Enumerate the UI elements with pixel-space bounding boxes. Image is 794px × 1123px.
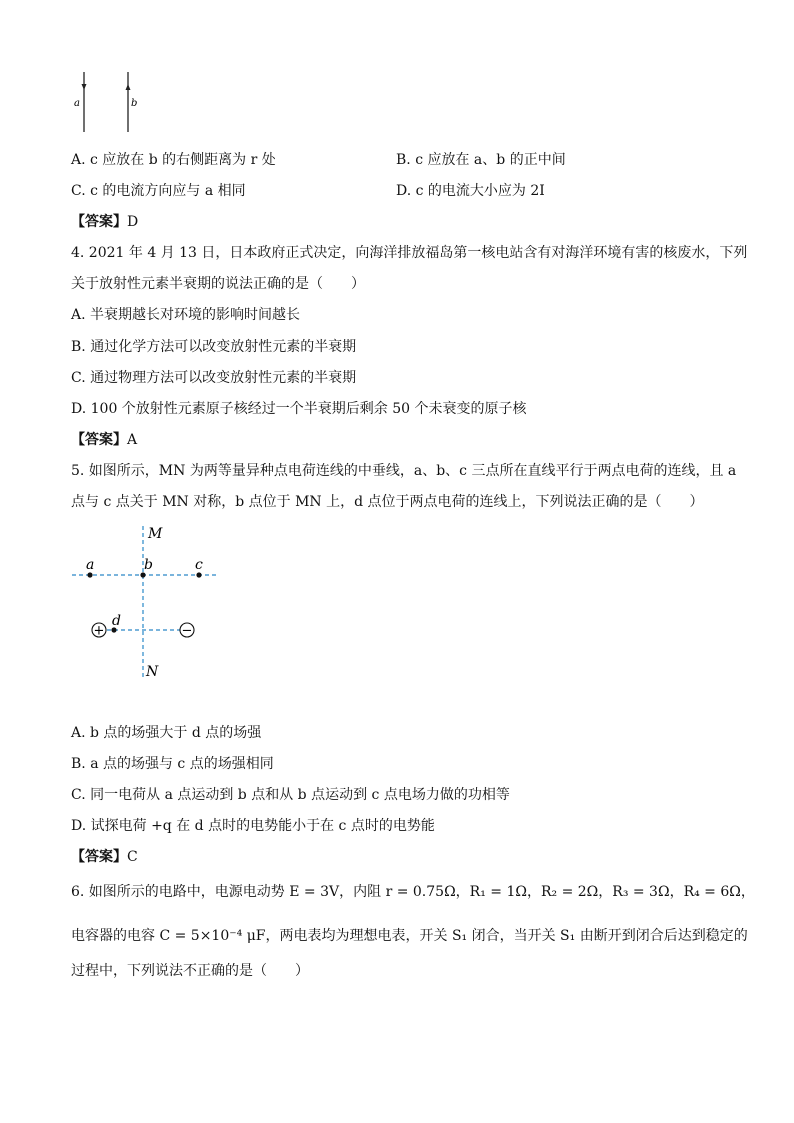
q5-stem-line1: 5. 如图所示，MN 为两等量异种点电荷连线的中垂线，a、b、c 三点所在直线平行于两点电荷的连线，且 a <box>71 463 737 479</box>
q6-stem-line2: 电容器的电容 C = 5×10⁻⁴ μF，两电表均为理想电表，开关 S₁ 闭合，当开关 S₁ 由断开到闭合后达到稳定的 <box>71 928 748 944</box>
label-b: b <box>144 557 153 573</box>
q3-option-c: C. c 的电流方向应与 a 相同 <box>71 183 246 199</box>
q4-stem-line2: 关于放射性元素半衰期的说法正确的是（ ） <box>71 276 365 292</box>
label-a: a <box>86 557 95 573</box>
answer-value: C <box>127 849 138 865</box>
wire-b-arrow <box>126 84 131 90</box>
q4-option-c: C. 通过物理方法可以改变放射性元素的半衰期 <box>71 370 357 386</box>
label-c: c <box>195 557 203 573</box>
q3-answer <box>71 212 138 232</box>
q3-option-d: D. c 的电流大小应为 2I <box>396 183 545 199</box>
q4-answer <box>71 430 137 450</box>
q5-option-b: B. a 点的场强与 c 点的场强相同 <box>71 756 274 772</box>
q5-option-c: C. 同一电荷从 a 点运动到 b 点和从 b 点运动到 c 点电场力做的功相等 <box>71 787 510 803</box>
point-b <box>140 572 145 577</box>
q6-stem-line1: 6. 如图所示的电路中，电源电动势 E = 3V，内阻 r = 0.75Ω，R₁ = 1Ω，R₂ = 2Ω，R₃ = 3Ω，R₄ = 6Ω， <box>71 884 755 900</box>
q4-option-a: A. 半衰期越长对环境的影响时间越长 <box>71 307 301 323</box>
q3-option-a: A. c 应放在 b 的右侧距离为 r 处 <box>71 152 276 168</box>
q5-option-d: D. 试探电荷 +q 在 d 点时的电势能小于在 c 点时的电势能 <box>71 818 435 834</box>
wire-b-label: b <box>131 98 138 109</box>
figure-parallel-wires <box>70 68 150 136</box>
wire-a-label: a <box>74 98 80 109</box>
answer-value: D <box>127 214 139 230</box>
q4-stem-line1: 4. 2021 年 4 月 13 日，日本政府正式决定，向海洋排放福岛第一核电站含有对海洋环境有害的核废水，下列 <box>71 245 748 261</box>
answer-label: 【答案】 <box>71 214 127 230</box>
label-M: M <box>148 526 163 542</box>
figure-point-charges <box>70 520 230 690</box>
point-c <box>196 572 201 577</box>
label-N: N <box>146 664 159 680</box>
plus-sign: + <box>93 623 105 639</box>
point-a <box>87 572 92 577</box>
minus-sign: − <box>181 623 193 639</box>
q5-stem-line2: 点与 c 点关于 MN 对称，b 点位于 MN 上，d 点位于两点电荷的连线上，下列说法正确的是（ ） <box>71 494 704 510</box>
q5-answer <box>71 847 138 867</box>
wire-a-arrow <box>82 84 87 90</box>
q4-option-d: D. 100 个放射性元素原子核经过一个半衰期后剩余 50 个未衰变的原子核 <box>71 401 527 417</box>
label-d: d <box>112 613 121 629</box>
q4-option-b: B. 通过化学方法可以改变放射性元素的半衰期 <box>71 339 357 355</box>
q3-option-b: B. c 应放在 a、b 的正中间 <box>396 152 566 168</box>
answer-label: 【答案】 <box>71 849 127 865</box>
answer-label: 【答案】 <box>71 432 127 448</box>
answer-value: A <box>127 432 138 448</box>
q6-stem-line3: 过程中，下列说法不正确的是（ ） <box>71 963 309 979</box>
q5-option-a: A. b 点的场强大于 d 点的场强 <box>71 725 262 741</box>
